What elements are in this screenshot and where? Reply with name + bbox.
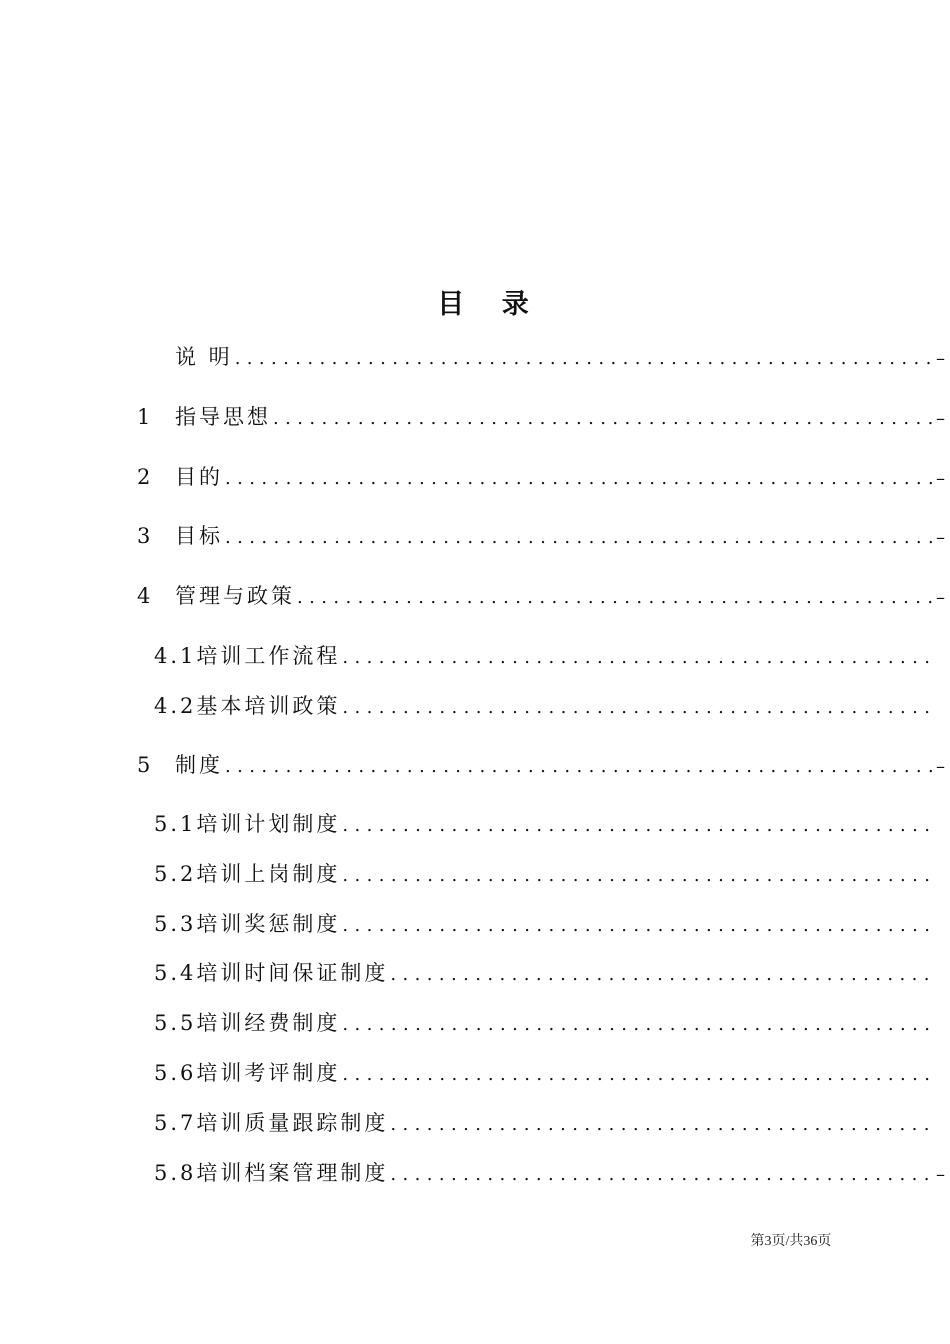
toc-entry-title: 培训工作流程: [196, 644, 341, 668]
toc-entry-number: 4: [137, 584, 154, 608]
toc-entry[interactable]: [154, 1107, 950, 1141]
toc-entry[interactable]: [154, 1157, 950, 1191]
page-footer: 第3页/共36页: [750, 1234, 832, 1249]
toc-entry[interactable]: [137, 580, 950, 614]
toc-entry-title: 培训质量跟踪制度: [196, 1111, 389, 1135]
toc-entry-number: 5.4: [154, 961, 197, 985]
toc-entry-title: 培训时间保证制度: [196, 961, 389, 985]
toc-dot-leader: [235, 348, 936, 369]
toc-entry-number: 5.2: [154, 862, 197, 886]
toc-entry-number: 5.1: [154, 812, 197, 836]
toc-entry[interactable]: [154, 957, 950, 991]
toc-entry-title: 培训奖惩制度: [196, 912, 341, 936]
toc-entry-number: 5.5: [154, 1011, 197, 1035]
toc-dot-leader: [342, 1014, 936, 1035]
toc-entry[interactable]: [154, 690, 950, 724]
toc-entry-title: 基本培训政策: [196, 694, 341, 718]
toc-dot-leader: [297, 587, 936, 608]
toc-entry[interactable]: [154, 858, 950, 892]
toc-page-reference: –: [936, 408, 945, 429]
toc-dot-leader: [342, 815, 936, 836]
toc-entry-number: 5.3: [154, 912, 197, 936]
toc-entry[interactable]: [137, 461, 950, 495]
toc-entry-title: 说 明: [175, 345, 233, 369]
toc-entry-title: 目的: [175, 465, 223, 489]
toc-dot-leader: [273, 408, 936, 429]
toc-entry-number: 4.1: [154, 644, 197, 668]
toc-entry-title: 制度: [175, 753, 223, 777]
toc-dot-leader: [390, 1164, 936, 1185]
toc-entry-number: 5.6: [154, 1061, 197, 1085]
toc-dot-leader: [225, 527, 936, 548]
toc-entry-title: 指导思想: [175, 405, 271, 429]
toc-entry-title: 培训考评制度: [196, 1061, 341, 1085]
toc-entry-number: 4.2: [154, 694, 197, 718]
toc-entry-number: 2: [137, 465, 154, 489]
toc-entry[interactable]: [137, 341, 950, 375]
toc-page-reference: –: [936, 468, 945, 489]
toc-entry-title: 目标: [175, 524, 223, 548]
toc-dot-leader: [342, 697, 936, 718]
toc-entry-title: 培训档案管理制度: [196, 1161, 389, 1185]
toc-dot-leader: [390, 1114, 936, 1135]
toc-entry-title: 管理与政策: [175, 584, 295, 608]
toc-entry-number: 5.7: [154, 1111, 197, 1135]
toc-entry[interactable]: [154, 640, 950, 674]
toc-page-reference: –: [936, 587, 945, 608]
toc-entry-number: 5.8: [154, 1161, 197, 1185]
toc-entry-title: 培训上岗制度: [196, 862, 341, 886]
toc-page-reference: –: [936, 1164, 945, 1185]
toc-entry[interactable]: [154, 908, 950, 942]
toc-entry[interactable]: [137, 520, 950, 554]
toc-entry[interactable]: [154, 1057, 950, 1091]
toc-dot-leader: [342, 915, 936, 936]
toc-entry[interactable]: [154, 808, 950, 842]
toc-entry-number: 5: [137, 753, 154, 777]
toc-dot-leader: [342, 1064, 936, 1085]
toc-dot-leader: [342, 865, 936, 886]
toc-entry-number: 3: [137, 524, 154, 548]
toc-dot-leader: [225, 468, 936, 489]
toc-entry[interactable]: [137, 749, 950, 783]
toc-entry-title: 培训经费制度: [196, 1011, 341, 1035]
toc-entry[interactable]: [137, 401, 950, 435]
toc-dot-leader: [342, 647, 936, 668]
toc-dot-leader: [390, 964, 936, 985]
toc-page-reference: –: [936, 756, 945, 777]
toc-entry-title: 培训计划制度: [196, 812, 341, 836]
toc-page-reference: –: [936, 348, 945, 369]
toc-entry[interactable]: [154, 1007, 950, 1041]
toc-entry-number: 1: [137, 405, 154, 429]
page-title: 目 录: [437, 289, 543, 320]
toc-dot-leader: [225, 756, 936, 777]
toc-page-reference: –: [936, 527, 945, 548]
